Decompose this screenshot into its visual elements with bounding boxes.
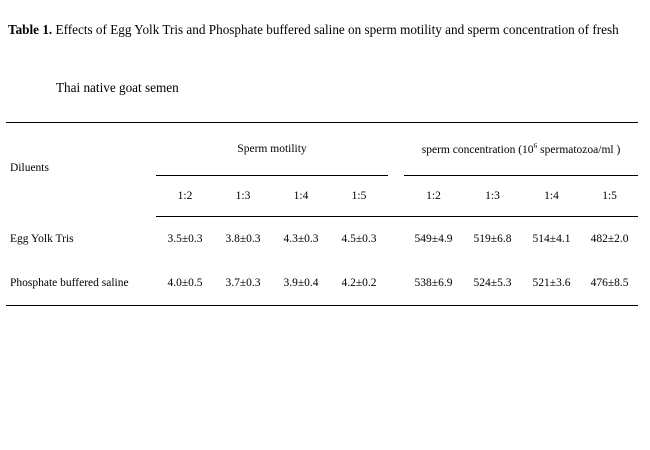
table-caption (0, 0, 650, 96)
cell-pbs-concentration-1-5: 476±8.5 (581, 261, 638, 306)
group-header-concentration-prefix: sperm concentration (10 (421, 144, 534, 157)
subheader-motility-1-4: 1:4 (272, 175, 330, 216)
cell-pbs-concentration-1-4: 521±3.6 (522, 261, 581, 306)
cell-pbs-motility-1-3: 3.7±0.3 (214, 261, 272, 306)
cell-pbs-motility-1-4: 3.9±0.4 (272, 261, 330, 306)
row-label-phosphate-buffered-saline: Phosphate buffered saline (6, 261, 156, 306)
cell-pbs-concentration-1-3: 524±5.3 (463, 261, 522, 306)
group-header-sperm-concentration (404, 122, 638, 175)
subheader-concentration-1-4: 1:4 (522, 175, 581, 216)
subheader-concentration-1-2: 1:2 (404, 175, 463, 216)
results-table (6, 122, 638, 306)
cell-egg-yolk-tris-concentration-1-2: 549±4.9 (414, 232, 453, 245)
subheader-concentration-1-3: 1:3 (463, 175, 522, 216)
cell-egg-yolk-tris-concentration-1-4: 514±4.1 (532, 232, 571, 245)
cell-egg-yolk-tris-concentration-1-5: 482±2.0 (590, 232, 629, 245)
header-gap-cell (388, 122, 404, 175)
cell-pbs-motility-1-5: 4.2±0.2 (330, 261, 388, 306)
table-row (6, 216, 638, 261)
cell-pbs-concentration-1-2: 538±6.9 (404, 261, 463, 306)
table-row (6, 261, 638, 306)
row-gap-cell (388, 261, 404, 306)
cell-egg-yolk-tris-concentration-1-3: 519±6.8 (473, 232, 512, 245)
stub-header-cell: Diluents (6, 122, 156, 216)
caption-text: Effects of Egg Yolk Tris and Phosphate buffered saline on sperm motility and sperm concentration of fresh (55, 22, 619, 37)
subheader-motility-1-2: 1:2 (156, 175, 214, 216)
cell-egg-yolk-tris-motility-1-5: 4.5±0.3 (341, 232, 377, 245)
subheader-motility-1-5: 1:5 (330, 175, 388, 216)
subheader-concentration-1-5: 1:5 (581, 175, 638, 216)
group-header-concentration-suffix: spermatozoa/ml ) (537, 144, 621, 157)
table-header-row (6, 122, 638, 175)
group-header-sperm-motility: Sperm motility (156, 122, 388, 175)
subheader-gap-cell (388, 175, 404, 216)
group-header-concentration-superscript: 6 (533, 141, 538, 151)
row-label-egg-yolk-tris: Egg Yolk Tris (10, 232, 74, 245)
table-number-label: Table 1. (8, 22, 53, 37)
cell-pbs-motility-1-2: 4.0±0.5 (156, 261, 214, 306)
cell-egg-yolk-tris-motility-1-4: 4.3±0.3 (283, 232, 319, 245)
caption-first-line (8, 22, 636, 38)
cell-egg-yolk-tris-motility-1-3: 3.8±0.3 (225, 232, 261, 245)
caption-second-line: Thai native goat semen (56, 79, 179, 95)
subheader-motility-1-3: 1:3 (214, 175, 272, 216)
row-gap-cell (388, 216, 404, 261)
cell-egg-yolk-tris-motility-1-2: 3.5±0.3 (167, 232, 203, 245)
